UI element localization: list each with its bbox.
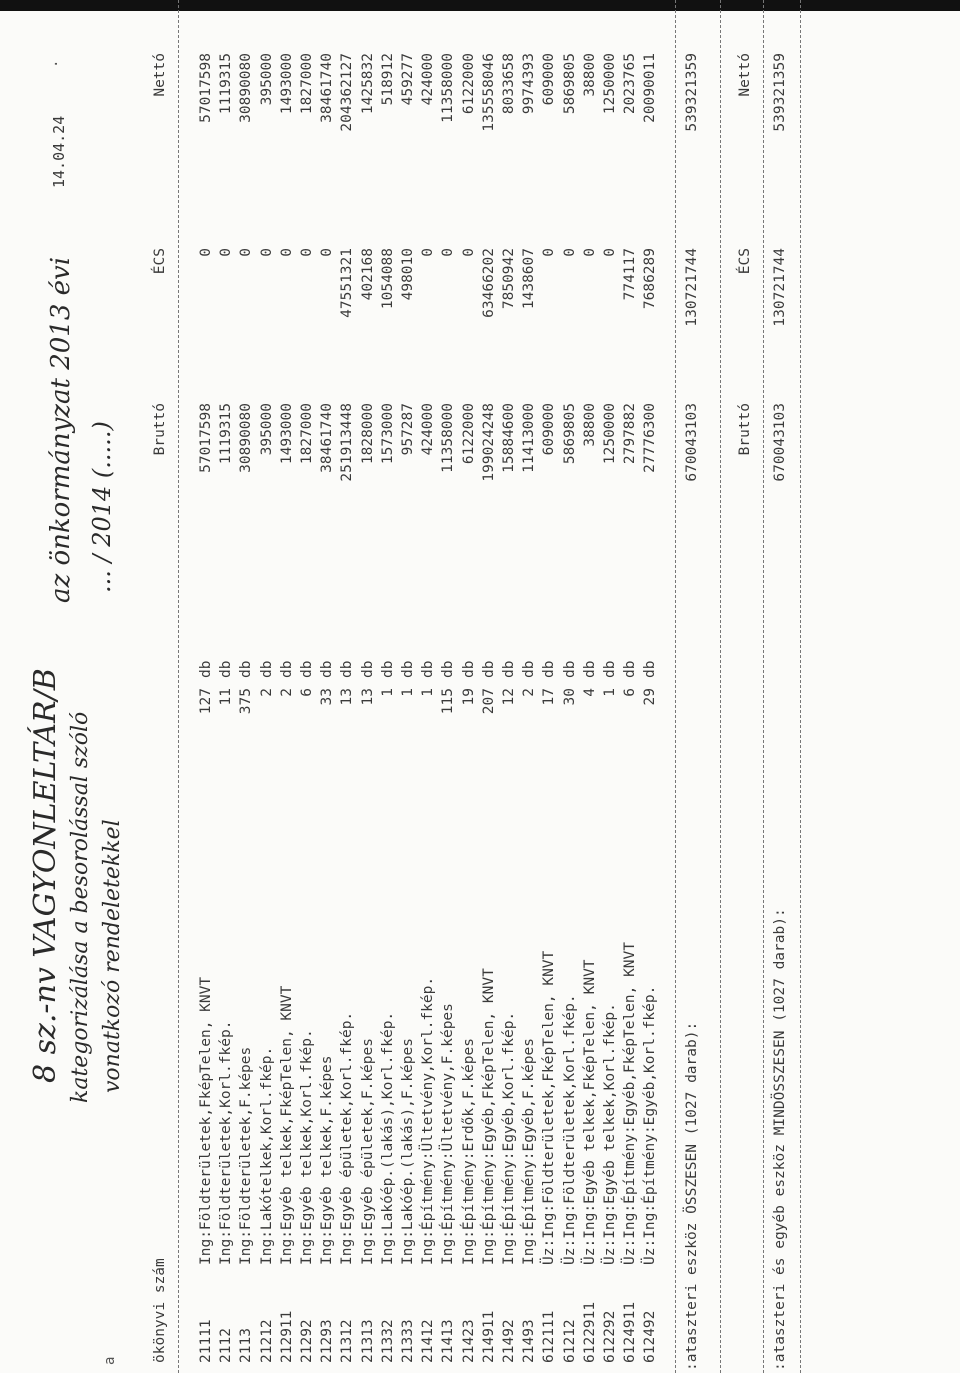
table-row	[378, 0, 398, 1373]
cell-code: 214911	[480, 1310, 497, 1363]
cell-code: 212911	[278, 1310, 295, 1363]
cell-count: 115	[440, 688, 457, 715]
table-row	[297, 0, 317, 1373]
cell-name: Ing:Építmény:Egyéb,FképTelen, KNVT	[480, 968, 497, 1265]
cell-name: Ing:Földterületek,F.képes	[238, 1046, 255, 1265]
cell-ecs: 0	[460, 248, 477, 257]
cell-count: 13	[339, 688, 356, 706]
cell-count: 4	[581, 688, 598, 697]
cell-code: 21111	[198, 1319, 214, 1363]
cell-count: 30	[561, 688, 578, 706]
cell-ecs: 498010	[400, 248, 416, 301]
cell-name: Ing:Egyéb telkek,Korl.fkép.	[299, 1029, 315, 1265]
table-row	[499, 0, 519, 1373]
cell-brutto: 1573000	[379, 403, 396, 465]
cell-name: Üz:Ing:Egyéb telkek,FképTelen, KNVT	[581, 959, 598, 1265]
cell-netto: 1493000	[278, 53, 295, 115]
cell-netto: 38800	[581, 53, 598, 97]
grand-total-brutto: 670043103	[772, 403, 788, 482]
repeat-header	[735, 0, 755, 1373]
cell-name: Ing:Földterületek,Korl.fkép.	[218, 1020, 235, 1265]
subtotal-divider	[675, 0, 676, 1373]
grand-total-label: :ataszteri és egyéb eszköz MINDÖSSZESEN (1027 darab):	[772, 908, 788, 1371]
cell-ecs: 0	[299, 248, 315, 257]
cell-name: Ing:Építmény:Egyéb,Korl.fkép.	[501, 1011, 517, 1265]
table-row	[620, 0, 640, 1373]
header-account: ökönyvi szám	[152, 1258, 168, 1363]
table-row	[337, 0, 357, 1373]
cell-ecs: 402168	[359, 248, 376, 301]
cell-brutto: 27776300	[642, 403, 659, 473]
cell-ecs: 0	[258, 248, 275, 257]
cell-brutto: 1250000	[602, 403, 618, 465]
subtotal-row	[682, 0, 702, 1373]
cell-name: Üz:Ing:Földterületek,Korl.fkép.	[561, 994, 578, 1265]
cell-brutto: 1828000	[359, 403, 376, 465]
header-netto: Nettó	[737, 53, 753, 97]
cell-unit: db	[561, 660, 578, 678]
table-header	[150, 0, 170, 1373]
cell-brutto: 57017598	[198, 403, 214, 473]
table-row	[196, 0, 216, 1373]
cell-netto: 20090011	[642, 53, 659, 123]
cell-name: Üz:Ing:Építmény:Egyéb,FképTelen, KNVT	[622, 941, 639, 1265]
cell-code: 2113	[238, 1328, 255, 1363]
table-row	[600, 0, 620, 1373]
cell-code: 612292	[602, 1310, 618, 1363]
cell-unit: db	[379, 660, 396, 678]
cell-unit: db	[480, 660, 497, 678]
cell-brutto: 1493000	[278, 403, 295, 465]
cell-unit: db	[278, 660, 295, 678]
table-row	[317, 0, 337, 1373]
cell-name: Ing:Lakóép.(lakás),Korl.fkép.	[379, 1011, 396, 1265]
cell-ecs: 0	[602, 248, 618, 257]
grand-total-divider	[763, 0, 764, 1373]
cell-netto: 11358000	[440, 53, 457, 123]
cell-netto: 30890080	[238, 53, 255, 123]
table-row	[479, 0, 499, 1373]
cell-code: 21313	[359, 1319, 376, 1363]
cell-unit: db	[299, 660, 315, 678]
cell-count: 33	[319, 688, 336, 706]
cell-brutto: 38800	[581, 403, 598, 447]
cell-ecs: 0	[561, 248, 578, 257]
cell-netto: 204362127	[339, 53, 356, 132]
cell-name: Ing:Egyéb telkek,F.képes	[319, 1055, 336, 1265]
cell-count: 12	[501, 688, 517, 706]
cell-ecs: 0	[278, 248, 295, 257]
cell-code: 21293	[319, 1319, 336, 1363]
cell-code: 6124911	[622, 1301, 639, 1363]
cell-name: Ing:Építmény:Erdők,F.képes	[460, 1038, 477, 1265]
table-row	[560, 0, 580, 1373]
cell-name: Üz:Ing:Földterületek,FképTelen, KNVT	[541, 950, 558, 1265]
cell-unit: db	[218, 660, 235, 678]
cell-ecs: 0	[218, 248, 235, 257]
cell-unit: db	[501, 660, 517, 678]
table-row	[236, 0, 256, 1373]
print-date: 14.04.24	[50, 115, 68, 188]
cell-name: Ing:Építmény:Ültetvény,Korl.fkép.	[420, 976, 437, 1265]
cell-count: 1	[400, 688, 416, 697]
bottom-divider	[800, 0, 801, 1373]
cell-netto: 1119315	[218, 53, 235, 115]
subtotal-netto: 539321359	[684, 53, 700, 132]
cell-unit: db	[238, 660, 255, 678]
cell-count: 1	[420, 688, 437, 697]
cell-code: 21492	[501, 1319, 517, 1363]
cell-name: Ing:Lakóép.(lakás),F.képes	[400, 1038, 416, 1265]
cell-brutto: 2797882	[622, 403, 639, 465]
cell-ecs: 7850942	[501, 248, 517, 310]
handwritten-title: 8 sz.-nv VAGYONLELTÁR/B	[28, 668, 63, 1083]
grand-total-ecs: 130721744	[772, 248, 788, 327]
table-row	[418, 0, 438, 1373]
cell-netto: 609000	[541, 53, 558, 106]
cell-unit: db	[339, 660, 356, 678]
cell-netto: 395000	[258, 53, 275, 106]
cell-code: 21333	[400, 1319, 416, 1363]
cell-ecs: 1438607	[521, 248, 538, 310]
cell-unit: db	[319, 660, 336, 678]
header-brutto: Bruttó	[737, 403, 753, 456]
cell-netto: 459277	[400, 53, 416, 106]
cell-count: 6	[622, 688, 639, 697]
cell-code: 21413	[440, 1319, 457, 1363]
cell-netto: 2023765	[622, 53, 639, 115]
cell-ecs: 0	[420, 248, 437, 257]
cell-count: 2	[258, 688, 275, 697]
cell-name: Ing:Egyéb telkek,FképTelen, KNVT	[278, 985, 295, 1265]
cell-netto: 38461740	[319, 53, 336, 123]
cell-ecs: 47551321	[339, 248, 356, 318]
cell-brutto: 424000	[420, 403, 437, 456]
cell-unit: db	[521, 660, 538, 678]
table-row	[438, 0, 458, 1373]
cell-ecs: 7686289	[642, 248, 659, 310]
cell-brutto: 1119315	[218, 403, 235, 465]
cell-netto: 424000	[420, 53, 437, 106]
cell-name: Ing:Földterületek,FképTelen, KNVT	[198, 976, 214, 1265]
cell-ecs: 0	[198, 248, 214, 257]
cell-netto: 8033658	[501, 53, 517, 115]
cell-count: 1	[379, 688, 396, 697]
cell-code: 612111	[541, 1310, 558, 1363]
cell-count: 11	[218, 688, 235, 706]
handwritten-note-line3: vonatkozó rendeletekkel	[100, 819, 125, 1093]
table-row	[640, 0, 660, 1373]
cell-code: 21493	[521, 1319, 538, 1363]
cell-count: 127	[198, 688, 214, 715]
cell-count: 375	[238, 688, 255, 715]
cell-code: 21332	[379, 1319, 396, 1363]
cell-count: 29	[642, 688, 659, 706]
cell-unit: db	[541, 660, 558, 678]
cell-brutto: 199024248	[480, 403, 497, 482]
cell-count: 1	[602, 688, 618, 697]
cell-name: Ing:Egyéb épületek,Korl.fkép.	[339, 1011, 356, 1265]
handwritten-note-line2: kategorizálása a besorolással szóló	[68, 711, 93, 1103]
cell-unit: db	[602, 660, 618, 678]
subtotal-ecs: 130721744	[684, 248, 700, 327]
cell-brutto: 609000	[541, 403, 558, 456]
cell-code: 61212	[561, 1319, 578, 1363]
cell-unit: db	[440, 660, 457, 678]
cell-unit: db	[198, 660, 214, 678]
cell-unit: db	[359, 660, 376, 678]
cell-netto: 1425832	[359, 53, 376, 115]
cell-ecs: 0	[541, 248, 558, 257]
cell-code: 612492	[642, 1310, 659, 1363]
cell-count: 207	[480, 688, 497, 715]
handwritten-note-line4: az önkormányzat 2013 évi	[46, 256, 76, 603]
cell-netto: 9974393	[521, 53, 538, 115]
cell-name: Üz:Ing:Egyéb telkek,Korl.fkép.	[602, 1003, 618, 1265]
header-ecs: ÉCS	[152, 248, 168, 275]
cell-unit: db	[581, 660, 598, 678]
header-divider	[178, 0, 179, 1373]
cell-ecs: 1054088	[379, 248, 396, 310]
cell-brutto: 15884600	[501, 403, 517, 473]
cell-netto: 1827000	[299, 53, 315, 115]
cell-code: 21423	[460, 1319, 477, 1363]
cell-brutto: 957287	[400, 403, 416, 456]
cell-netto: 6122000	[460, 53, 477, 115]
table-row	[277, 0, 297, 1373]
cell-brutto: 38461740	[319, 403, 336, 473]
cell-ecs: 0	[319, 248, 336, 257]
cell-unit: db	[622, 660, 639, 678]
cell-unit: db	[642, 660, 659, 678]
table-row	[539, 0, 559, 1373]
cell-name: Ing:Lakótelkek,Korl.fkép.	[258, 1046, 275, 1265]
cell-count: 6	[299, 688, 315, 697]
header-ecs: ÉCS	[737, 248, 753, 275]
table-row	[580, 0, 600, 1373]
cell-brutto: 11358000	[440, 403, 457, 473]
cell-count: 17	[541, 688, 558, 706]
cell-code: 2112	[218, 1328, 235, 1363]
subtotal-brutto: 670043103	[684, 403, 700, 482]
cell-unit: db	[460, 660, 477, 678]
cell-ecs: 774117	[622, 248, 639, 301]
cell-netto: 5869805	[561, 53, 578, 115]
table-row	[257, 0, 277, 1373]
cell-brutto: 6122000	[460, 403, 477, 465]
cell-netto: 1250000	[602, 53, 618, 115]
cell-brutto: 30890080	[238, 403, 255, 473]
cell-name: Ing:Építmény:Egyéb,F.képes	[521, 1038, 538, 1265]
cell-count: 13	[359, 688, 376, 706]
cell-ecs: 0	[238, 248, 255, 257]
cell-name: Ing:Egyéb épületek,F.képes	[359, 1038, 376, 1265]
cell-brutto: 251913448	[339, 403, 356, 482]
cell-name: Üz:Ing:Építmény:Egyéb,Korl.fkép.	[642, 985, 659, 1265]
table-row	[216, 0, 236, 1373]
cell-code: 21212	[258, 1319, 275, 1363]
cell-ecs: 63466202	[480, 248, 497, 318]
cell-ecs: 0	[440, 248, 457, 257]
header-brutto: Bruttó	[152, 403, 168, 456]
cell-code: 21292	[299, 1319, 315, 1363]
cell-brutto: 1827000	[299, 403, 315, 465]
grand-total-row	[770, 0, 790, 1373]
cell-name: Ing:Építmény:Ültetvény,F.képes	[440, 1003, 457, 1265]
table-row	[398, 0, 418, 1373]
cell-netto: 57017598	[198, 53, 214, 123]
grand-total-netto: 539321359	[772, 53, 788, 132]
cell-code: 21312	[339, 1319, 356, 1363]
edge-mark: .	[45, 59, 61, 68]
table-row	[459, 0, 479, 1373]
cell-brutto: 5869805	[561, 403, 578, 465]
table-row	[519, 0, 539, 1373]
cell-unit: db	[420, 660, 437, 678]
cell-brutto: 395000	[258, 403, 275, 456]
table-row	[358, 0, 378, 1373]
cell-count: 2	[278, 688, 295, 697]
cell-code: 6122911	[581, 1301, 598, 1363]
cell-brutto: 11413000	[521, 403, 538, 473]
cell-ecs: 0	[581, 248, 598, 257]
cell-count: 2	[521, 688, 538, 697]
cell-netto: 135558046	[480, 53, 497, 132]
cell-count: 19	[460, 688, 477, 706]
header-netto: Nettó	[152, 53, 168, 97]
cell-netto: 518912	[379, 53, 396, 106]
edge-mark: a	[102, 1356, 118, 1365]
handwritten-note-line5: ... / 2014 (.....)	[88, 421, 116, 593]
cell-unit: db	[258, 660, 275, 678]
subtotal-label: :ataszteri eszköz ÖSSZESEN (1027 darab):	[684, 1021, 700, 1371]
cell-code: 21412	[420, 1319, 437, 1363]
total-divider	[720, 0, 721, 1373]
cell-unit: db	[400, 660, 416, 678]
